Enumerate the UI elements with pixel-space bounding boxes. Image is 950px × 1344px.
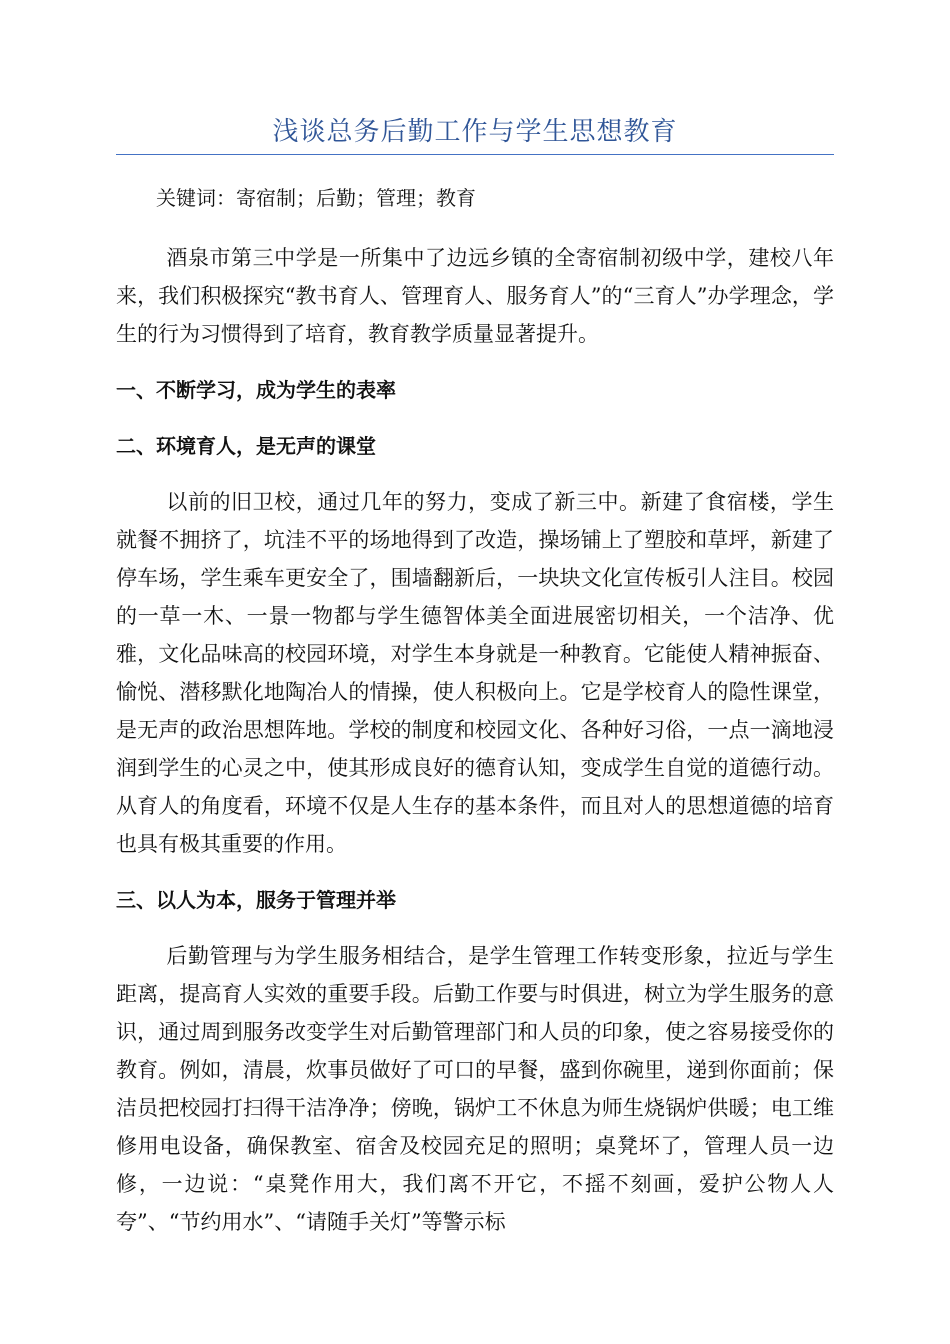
intro-paragraph: 酒泉市第三中学是一所集中了边远乡镇的全寄宿制初级中学，建校八年来，我们积极探究“教书育人、管理育人、服务育人”的“三育人”办学理念，学生的行为习惯得到了培育，教育教学质量显著提升。 (116, 246, 834, 346)
document-page (116, 0, 834, 1241)
section-heading-3: 三、以人为本，服务于管理并举 (116, 888, 396, 912)
title-underline (116, 154, 834, 155)
section-heading-1: 一、不断学习，成为学生的表率 (116, 378, 396, 402)
section-heading-2: 二、环境育人，是无声的课堂 (116, 434, 376, 458)
section-body-2: 以前的旧卫校，通过几年的努力，变成了新三中。新建了食宿楼，学生就餐不拥挤了，坑洼不平的场地得到了改造，操场铺上了塑胶和草坪，新建了停车场，学生乘车更安全了，围墙翻新后，一块块文化宣传板引人注目。校园的一草一木、一景一物都与学生德智体美全面进展密切相关，一个洁净、优雅，文化品味高的校园环境，对学生本身就是一种教育。它能使人精神振奋、愉悦、潜移默化地陶冶人的情操，使人积极向上。它是学校育人的隐性课堂，是无声的政治思想阵地。学校的制度和校园文化、各种好习俗，一点一滴地浸润到学生的心灵之中，使其形成良好的德育认知，变成学生自觉的道德行动。从育人的角度看，环境不仅是人生存的基本条件，而且对人的思想道德的培育也具有极其重要的作用。 (116, 490, 834, 856)
section-body-3: 后勤管理与为学生服务相结合，是学生管理工作转变形象，拉近与学生距离，提高育人实效的重要手段。后勤工作要与时俱进，树立为学生服务的意识，通过周到服务改变学生对后勤管理部门和人员的印象，使之容易接受你的教育。例如，清晨，炊事员做好了可口的早餐，盛到你碗里，递到你面前；保洁员把校园打扫得干洁净净；傍晚，锅炉工不休息为师生烧锅炉供暖；电工维修用电设备，确保教室、宿舍及校园充足的照明；桌凳坏了，管理人员一边修，一边说：“桌凳作用大，我们离不开它，不摇不刻画，爱护公物人人夸”、“节约用水”、“请随手关灯”等警示标 (116, 944, 834, 1234)
keywords-line: 关键词：寄宿制；后勤；管理；教育 (156, 186, 476, 210)
document-title: 浅谈总务后勤工作与学生思想教育 (272, 117, 678, 147)
